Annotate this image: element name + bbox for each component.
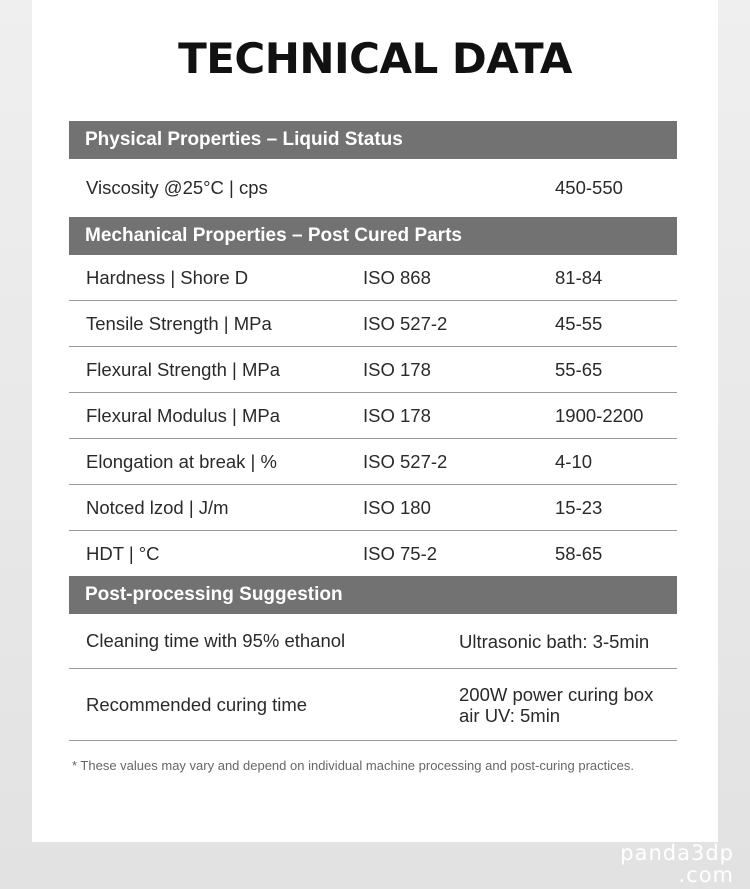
property-label: Hardness | Shore D [86, 266, 249, 288]
property-label: Recommended curing time [86, 693, 308, 715]
property-label: Elongation at break | % [86, 450, 277, 472]
property-label: Notced lzod | J/m [86, 496, 229, 518]
property-value: 4-10 [555, 450, 593, 472]
property-value: 450-550 [555, 177, 623, 198]
table-row [69, 669, 677, 741]
section-header-postprocessing: Post-processing Suggestion [69, 576, 677, 614]
table-row [69, 614, 677, 669]
table-row [69, 347, 677, 393]
value-line-2: air UV: 5min [459, 704, 561, 726]
table-row [69, 159, 677, 217]
table-row [69, 393, 677, 439]
table-row [69, 485, 677, 531]
property-label: Cleaning time with 95% ethanol [86, 630, 346, 651]
property-value: 1900-2200 [555, 404, 644, 426]
property-label: Tensile Strength | MPa [86, 312, 272, 334]
footnote: * These values may vary and depend on individual machine processing and post-curing practices. [72, 758, 634, 773]
table-row [69, 301, 677, 347]
property-value: 58-65 [555, 542, 603, 564]
test-standard: ISO 180 [363, 496, 431, 518]
table-row [69, 439, 677, 485]
test-standard: ISO 868 [363, 266, 431, 288]
section-header-physical: Physical Properties – Liquid Status [69, 121, 677, 159]
watermark [620, 842, 734, 886]
property-value: Ultrasonic bath: 3-5min [459, 630, 650, 652]
table-row [69, 255, 677, 301]
property-value: 45-55 [555, 312, 603, 334]
property-value: 81-84 [555, 266, 603, 288]
property-value: 55-65 [555, 358, 603, 380]
test-standard: ISO 178 [363, 404, 431, 426]
test-standard: ISO 75-2 [363, 542, 438, 564]
test-standard: ISO 527-2 [363, 312, 448, 334]
property-value [459, 669, 653, 740]
page-title: TECHNICAL DATA [178, 34, 572, 83]
test-standard: ISO 527-2 [363, 450, 448, 472]
watermark-line-1: panda3dp [620, 841, 734, 865]
property-label: Flexural Strength | MPa [86, 358, 280, 380]
property-value: 15-23 [555, 496, 603, 518]
value-line-1: 200W power curing box [459, 683, 654, 705]
section-header-mechanical: Mechanical Properties – Post Cured Parts [69, 217, 677, 255]
property-label: Flexural Modulus | MPa [86, 404, 280, 426]
test-standard: ISO 178 [363, 358, 431, 380]
watermark-line-2: .com [678, 863, 734, 887]
table-row [69, 531, 677, 576]
property-label: HDT | °C [86, 542, 160, 564]
property-label: Viscosity @25°C | cps [86, 177, 268, 198]
